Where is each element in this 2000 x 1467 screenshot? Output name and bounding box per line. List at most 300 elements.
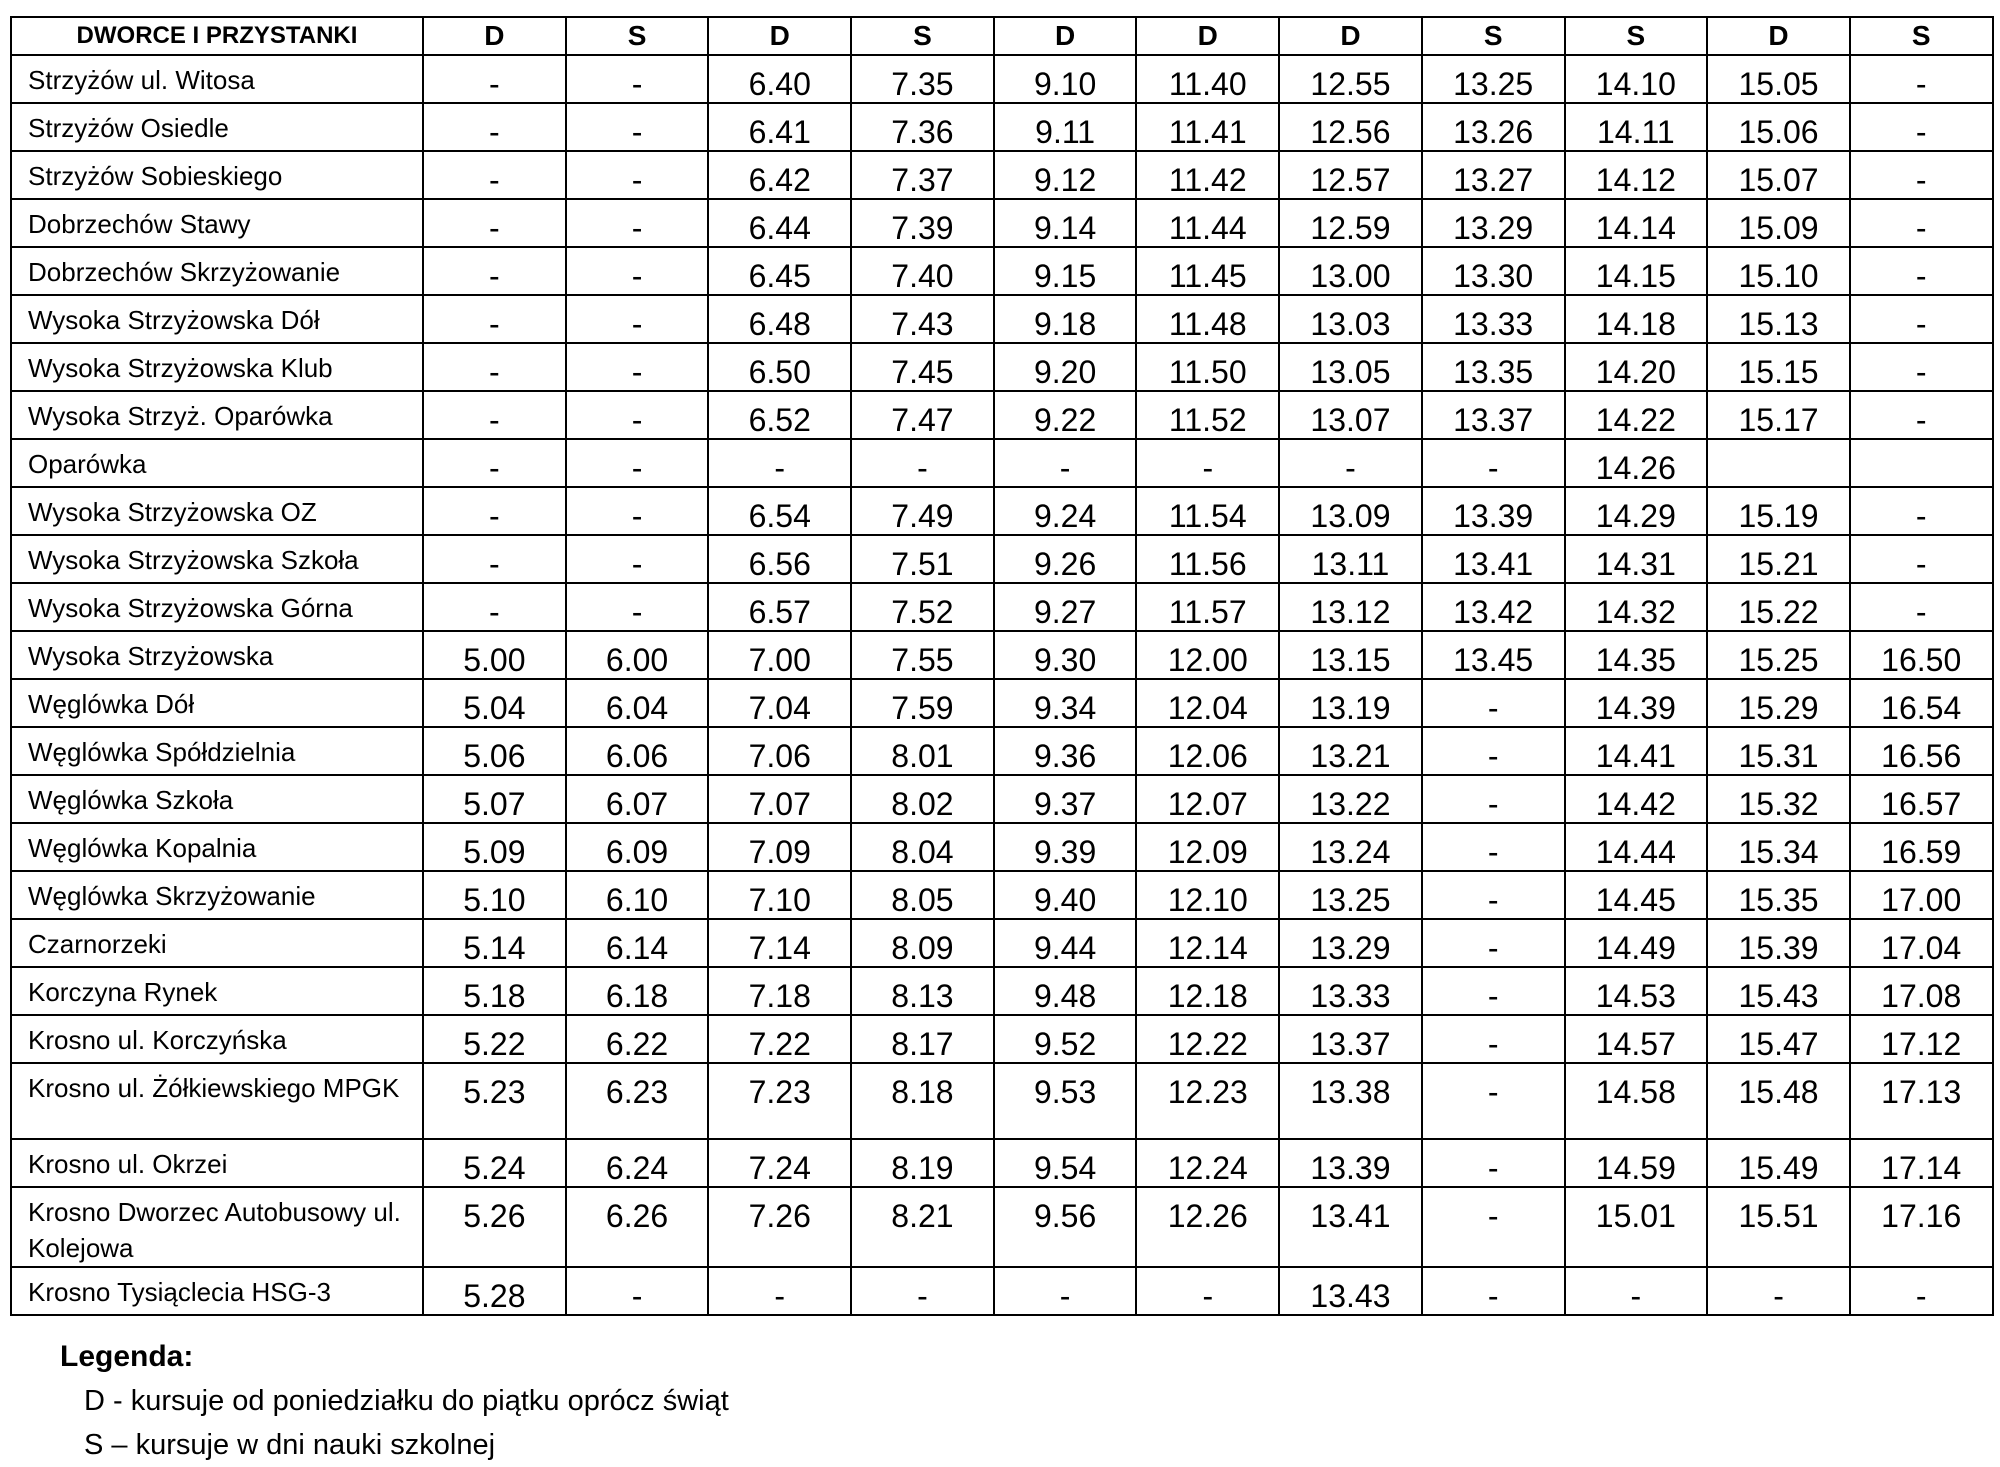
departure-time: 13.39 (1279, 1139, 1422, 1187)
departure-time: 5.14 (423, 919, 566, 967)
departure-time: 9.26 (994, 535, 1137, 583)
departure-time: 16.54 (1850, 679, 1993, 727)
departure-time: 16.57 (1850, 775, 1993, 823)
table-row (11, 775, 1993, 823)
table-row (11, 151, 1993, 199)
stop-name: Wysoka Strzyżowska OZ (11, 487, 423, 535)
departure-time: - (1422, 1139, 1565, 1187)
departure-time: - (1850, 583, 1993, 631)
departure-time: 15.09 (1707, 199, 1850, 247)
departure-time: 5.06 (423, 727, 566, 775)
departure-time: 8.09 (851, 919, 994, 967)
stop-name: Węglówka Spółdzielnia (11, 727, 423, 775)
departure-time: 7.10 (708, 871, 851, 919)
departure-time: 11.45 (1136, 247, 1279, 295)
departure-time: 7.18 (708, 967, 851, 1015)
departure-time: 5.09 (423, 823, 566, 871)
departure-time: 14.31 (1565, 535, 1708, 583)
departure-time: 9.37 (994, 775, 1137, 823)
departure-time: 12.23 (1136, 1063, 1279, 1139)
departure-time: 7.26 (708, 1187, 851, 1267)
departure-time: 7.00 (708, 631, 851, 679)
departure-time: 16.50 (1850, 631, 1993, 679)
departure-time: 13.22 (1279, 775, 1422, 823)
table-row (11, 919, 1993, 967)
stop-name: Dobrzechów Skrzyżowanie (11, 247, 423, 295)
departure-time: 12.18 (1136, 967, 1279, 1015)
stop-name: Krosno ul. Korczyńska (11, 1015, 423, 1063)
stop-name: Krosno Dworzec Autobusowy ul. Kolejowa (11, 1187, 423, 1267)
departure-time: - (1850, 151, 1993, 199)
departure-time: - (1422, 679, 1565, 727)
header-course-2: S (566, 17, 709, 55)
departure-time: 11.56 (1136, 535, 1279, 583)
departure-time: 6.04 (566, 679, 709, 727)
table-row (11, 967, 1993, 1015)
table-row (11, 631, 1993, 679)
departure-time: - (851, 439, 994, 487)
departure-time: 7.51 (851, 535, 994, 583)
departure-time: 7.04 (708, 679, 851, 727)
departure-time: 9.52 (994, 1015, 1137, 1063)
departure-time: 15.06 (1707, 103, 1850, 151)
departure-time: 7.40 (851, 247, 994, 295)
departure-time: 8.21 (851, 1187, 994, 1267)
departure-time: 6.54 (708, 487, 851, 535)
stop-name: Węglówka Kopalnia (11, 823, 423, 871)
departure-time: 7.45 (851, 343, 994, 391)
departure-time: - (566, 487, 709, 535)
table-row (11, 1139, 1993, 1187)
departure-time: 13.11 (1279, 535, 1422, 583)
departure-time: 8.02 (851, 775, 994, 823)
departure-time: 7.47 (851, 391, 994, 439)
departure-time: 9.34 (994, 679, 1137, 727)
departure-time: 13.29 (1279, 919, 1422, 967)
departure-time: 14.14 (1565, 199, 1708, 247)
departure-time: 8.13 (851, 967, 994, 1015)
departure-time: 13.41 (1422, 535, 1565, 583)
header-row (11, 17, 1993, 55)
departure-time: - (566, 55, 709, 103)
departure-time: 7.14 (708, 919, 851, 967)
departure-time: 14.15 (1565, 247, 1708, 295)
stop-name: Korczyna Rynek (11, 967, 423, 1015)
departure-time: 7.36 (851, 103, 994, 151)
departure-time: 6.09 (566, 823, 709, 871)
departure-time: - (1850, 103, 1993, 151)
header-course-1: D (423, 17, 566, 55)
table-row (11, 247, 1993, 295)
departure-time: 11.52 (1136, 391, 1279, 439)
departure-time: 7.22 (708, 1015, 851, 1063)
departure-time: 11.41 (1136, 103, 1279, 151)
stop-name: Wysoka Strzyżowska Górna (11, 583, 423, 631)
departure-time: 9.10 (994, 55, 1137, 103)
departure-time: 15.19 (1707, 487, 1850, 535)
departure-time: 11.50 (1136, 343, 1279, 391)
departure-time: - (1422, 1267, 1565, 1315)
departure-time: 13.37 (1279, 1015, 1422, 1063)
departure-time: 6.52 (708, 391, 851, 439)
departure-time: 5.07 (423, 775, 566, 823)
departure-time: 13.09 (1279, 487, 1422, 535)
departure-time: 14.11 (1565, 103, 1708, 151)
departure-time: 6.18 (566, 967, 709, 1015)
departure-time: 14.26 (1565, 439, 1708, 487)
departure-time: 14.32 (1565, 583, 1708, 631)
table-row (11, 871, 1993, 919)
stop-name: Krosno ul. Żółkiewskiego MPGK (11, 1063, 423, 1139)
departure-time: 5.04 (423, 679, 566, 727)
departure-time: - (423, 583, 566, 631)
header-course-5: D (994, 17, 1137, 55)
departure-time: 6.07 (566, 775, 709, 823)
departure-time: 13.29 (1422, 199, 1565, 247)
departure-time: 12.14 (1136, 919, 1279, 967)
departure-time: - (566, 439, 709, 487)
departure-time: 7.23 (708, 1063, 851, 1139)
departure-time: 11.44 (1136, 199, 1279, 247)
header-course-6: D (1136, 17, 1279, 55)
departure-time: 13.43 (1279, 1267, 1422, 1315)
legend-title: Legenda: (60, 1340, 194, 1373)
departure-time: 14.18 (1565, 295, 1708, 343)
departure-time: 15.10 (1707, 247, 1850, 295)
departure-time: 9.22 (994, 391, 1137, 439)
table-row (11, 583, 1993, 631)
departure-time: 15.21 (1707, 535, 1850, 583)
departure-time: - (1422, 775, 1565, 823)
departure-time: 9.20 (994, 343, 1137, 391)
departure-time: 7.55 (851, 631, 994, 679)
departure-time: - (566, 583, 709, 631)
departure-time: - (994, 1267, 1137, 1315)
departure-time: 13.30 (1422, 247, 1565, 295)
departure-time: - (423, 151, 566, 199)
departure-time: 5.00 (423, 631, 566, 679)
departure-time: 7.39 (851, 199, 994, 247)
departure-time: 13.37 (1422, 391, 1565, 439)
departure-time: - (708, 439, 851, 487)
header-course-4: S (851, 17, 994, 55)
departure-time: - (423, 487, 566, 535)
departure-time: 14.45 (1565, 871, 1708, 919)
table-row (11, 1187, 1993, 1267)
departure-time: 6.00 (566, 631, 709, 679)
departure-time: 6.14 (566, 919, 709, 967)
departure-time: - (566, 103, 709, 151)
departure-time: 8.17 (851, 1015, 994, 1063)
departure-time: 12.26 (1136, 1187, 1279, 1267)
departure-time: 7.59 (851, 679, 994, 727)
departure-time: 6.44 (708, 199, 851, 247)
departure-time: 9.30 (994, 631, 1137, 679)
departure-time: - (1422, 871, 1565, 919)
departure-time: 6.42 (708, 151, 851, 199)
departure-time: 13.38 (1279, 1063, 1422, 1139)
departure-time: 15.07 (1707, 151, 1850, 199)
departure-time: - (423, 247, 566, 295)
departure-time: 16.59 (1850, 823, 1993, 871)
departure-time: 7.06 (708, 727, 851, 775)
departure-time: 17.12 (1850, 1015, 1993, 1063)
table-row (11, 391, 1993, 439)
legend-item-d: D - kursuje od poniedziałku do piątku oprócz świąt (84, 1385, 729, 1417)
stop-name: Węglówka Skrzyżowanie (11, 871, 423, 919)
departure-time: - (566, 535, 709, 583)
stop-name: Dobrzechów Stawy (11, 199, 423, 247)
departure-time: 6.57 (708, 583, 851, 631)
departure-time: 12.56 (1279, 103, 1422, 151)
departure-time: 9.40 (994, 871, 1137, 919)
departure-time: 6.22 (566, 1015, 709, 1063)
departure-time: - (566, 199, 709, 247)
departure-time: 13.39 (1422, 487, 1565, 535)
table-row (11, 343, 1993, 391)
departure-time: 12.04 (1136, 679, 1279, 727)
departure-time: - (423, 439, 566, 487)
departure-time: 8.18 (851, 1063, 994, 1139)
departure-time: 5.10 (423, 871, 566, 919)
departure-time: 9.24 (994, 487, 1137, 535)
departure-time: 13.05 (1279, 343, 1422, 391)
departure-time: 13.33 (1279, 967, 1422, 1015)
table-row (11, 1267, 1993, 1315)
departure-time: - (1422, 727, 1565, 775)
departure-time: 7.43 (851, 295, 994, 343)
departure-time: 15.25 (1707, 631, 1850, 679)
departure-time: 9.12 (994, 151, 1137, 199)
departure-time: 6.41 (708, 103, 851, 151)
departure-time: 9.39 (994, 823, 1137, 871)
departure-time: 13.12 (1279, 583, 1422, 631)
table-row (11, 103, 1993, 151)
departure-time: 12.24 (1136, 1139, 1279, 1187)
departure-time: 9.48 (994, 967, 1137, 1015)
departure-time: 6.26 (566, 1187, 709, 1267)
departure-time: 17.14 (1850, 1139, 1993, 1187)
departure-time: 6.10 (566, 871, 709, 919)
table-row (11, 1063, 1993, 1139)
departure-time: 12.00 (1136, 631, 1279, 679)
departure-time: 14.39 (1565, 679, 1708, 727)
departure-time: - (423, 535, 566, 583)
departure-time: - (1850, 1267, 1993, 1315)
departure-time: 14.22 (1565, 391, 1708, 439)
departure-time: 17.04 (1850, 919, 1993, 967)
departure-time: 15.51 (1707, 1187, 1850, 1267)
departure-time: 5.22 (423, 1015, 566, 1063)
departure-time: 14.53 (1565, 967, 1708, 1015)
departure-time: 14.10 (1565, 55, 1708, 103)
departure-time: 9.53 (994, 1063, 1137, 1139)
departure-time: 13.25 (1422, 55, 1565, 103)
stop-name: Krosno Tysiąclecia HSG-3 (11, 1267, 423, 1315)
departure-time: 15.39 (1707, 919, 1850, 967)
departure-time: - (1850, 391, 1993, 439)
departure-time: 15.48 (1707, 1063, 1850, 1139)
departure-time: 12.59 (1279, 199, 1422, 247)
departure-time: - (1136, 439, 1279, 487)
departure-time: 7.09 (708, 823, 851, 871)
stop-name: Wysoka Strzyżowska (11, 631, 423, 679)
departure-time: 14.58 (1565, 1063, 1708, 1139)
departure-time: 14.59 (1565, 1139, 1708, 1187)
departure-time: 13.33 (1422, 295, 1565, 343)
departure-time: 13.26 (1422, 103, 1565, 151)
departure-time: 9.54 (994, 1139, 1137, 1187)
departure-time: - (566, 295, 709, 343)
departure-time: 13.03 (1279, 295, 1422, 343)
stop-name: Czarnorzeki (11, 919, 423, 967)
departure-time: 15.47 (1707, 1015, 1850, 1063)
departure-time: 8.04 (851, 823, 994, 871)
stop-name: Strzyżów ul. Witosa (11, 55, 423, 103)
departure-time: 6.56 (708, 535, 851, 583)
departure-time: 5.24 (423, 1139, 566, 1187)
header-course-3: D (708, 17, 851, 55)
departure-time: 13.15 (1279, 631, 1422, 679)
departure-time: - (1422, 439, 1565, 487)
table-row (11, 439, 1993, 487)
departure-time: - (1422, 919, 1565, 967)
departure-time (1707, 439, 1850, 487)
stop-name: Węglówka Dół (11, 679, 423, 727)
stop-name: Strzyżów Sobieskiego (11, 151, 423, 199)
header-course-8: S (1422, 17, 1565, 55)
departure-time: - (1565, 1267, 1708, 1315)
departure-time: 7.49 (851, 487, 994, 535)
header-course-10: D (1707, 17, 1850, 55)
departure-time: - (1422, 1063, 1565, 1139)
departure-time: 15.31 (1707, 727, 1850, 775)
header-stops: DWORCE I PRZYSTANKI (11, 17, 423, 55)
stop-name: Wysoka Strzyż. Oparówka (11, 391, 423, 439)
departure-time: 11.54 (1136, 487, 1279, 535)
departure-time: 6.45 (708, 247, 851, 295)
departure-time: 9.27 (994, 583, 1137, 631)
departure-time: - (1850, 199, 1993, 247)
departure-time: 7.24 (708, 1139, 851, 1187)
departure-time: 5.28 (423, 1267, 566, 1315)
departure-time: 11.42 (1136, 151, 1279, 199)
departure-time: 8.05 (851, 871, 994, 919)
departure-time: 15.35 (1707, 871, 1850, 919)
departure-time: 12.09 (1136, 823, 1279, 871)
departure-time: 13.21 (1279, 727, 1422, 775)
table-row (11, 55, 1993, 103)
header-course-7: D (1279, 17, 1422, 55)
departure-time: - (708, 1267, 851, 1315)
table-row (11, 727, 1993, 775)
departure-time: - (1850, 55, 1993, 103)
departure-time: 8.19 (851, 1139, 994, 1187)
departure-time: 13.19 (1279, 679, 1422, 727)
departure-time: 13.42 (1422, 583, 1565, 631)
departure-time: 7.37 (851, 151, 994, 199)
departure-time: - (566, 343, 709, 391)
table-row (11, 1015, 1993, 1063)
legend (60, 1335, 729, 1467)
departure-time: 16.56 (1850, 727, 1993, 775)
departure-time: 13.25 (1279, 871, 1422, 919)
legend-item-s: S – kursuje w dni nauki szkolnej (84, 1429, 496, 1461)
departure-time: 11.57 (1136, 583, 1279, 631)
departure-time: - (994, 439, 1137, 487)
departure-time: 15.05 (1707, 55, 1850, 103)
header-course-11: S (1850, 17, 1993, 55)
departure-time: 15.17 (1707, 391, 1850, 439)
departure-time: - (1850, 295, 1993, 343)
departure-time: 9.18 (994, 295, 1137, 343)
departure-time: 15.15 (1707, 343, 1850, 391)
departure-time: 12.07 (1136, 775, 1279, 823)
departure-time: 11.48 (1136, 295, 1279, 343)
departure-time: 14.42 (1565, 775, 1708, 823)
table-row (11, 487, 1993, 535)
departure-time: 12.06 (1136, 727, 1279, 775)
departure-time: 13.41 (1279, 1187, 1422, 1267)
departure-time: 15.32 (1707, 775, 1850, 823)
timetable (10, 16, 1994, 1316)
departure-time: - (851, 1267, 994, 1315)
departure-time: - (423, 343, 566, 391)
departure-time: - (566, 1267, 709, 1315)
stop-name: Krosno ul. Okrzei (11, 1139, 423, 1187)
departure-time: 15.43 (1707, 967, 1850, 1015)
departure-time: 14.41 (1565, 727, 1708, 775)
departure-time: 13.00 (1279, 247, 1422, 295)
table-row (11, 679, 1993, 727)
departure-time: 15.29 (1707, 679, 1850, 727)
departure-time: 17.00 (1850, 871, 1993, 919)
departure-time: 17.16 (1850, 1187, 1993, 1267)
table-row (11, 535, 1993, 583)
departure-time: 13.24 (1279, 823, 1422, 871)
departure-time: 15.49 (1707, 1139, 1850, 1187)
departure-time: - (566, 151, 709, 199)
departure-time: 9.36 (994, 727, 1137, 775)
departure-time: 14.35 (1565, 631, 1708, 679)
departure-time: 6.40 (708, 55, 851, 103)
stop-name: Oparówka (11, 439, 423, 487)
stop-name: Wysoka Strzyżowska Szkoła (11, 535, 423, 583)
departure-time: - (1279, 439, 1422, 487)
departure-time: 12.22 (1136, 1015, 1279, 1063)
departure-time: - (566, 247, 709, 295)
departure-time: 17.08 (1850, 967, 1993, 1015)
departure-time: - (1850, 487, 1993, 535)
departure-time: 9.14 (994, 199, 1137, 247)
departure-time: 6.23 (566, 1063, 709, 1139)
departure-time: - (1707, 1267, 1850, 1315)
departure-time: 7.35 (851, 55, 994, 103)
departure-time: 5.26 (423, 1187, 566, 1267)
table-row (11, 199, 1993, 247)
timetable-body (11, 55, 1993, 1315)
table-row (11, 823, 1993, 871)
departure-time: - (423, 103, 566, 151)
departure-time: - (1422, 967, 1565, 1015)
departure-time: 14.20 (1565, 343, 1708, 391)
departure-time: - (423, 295, 566, 343)
departure-time: - (1850, 343, 1993, 391)
stop-name: Węglówka Szkoła (11, 775, 423, 823)
departure-time: 6.06 (566, 727, 709, 775)
departure-time: 9.15 (994, 247, 1137, 295)
departure-time: 13.07 (1279, 391, 1422, 439)
